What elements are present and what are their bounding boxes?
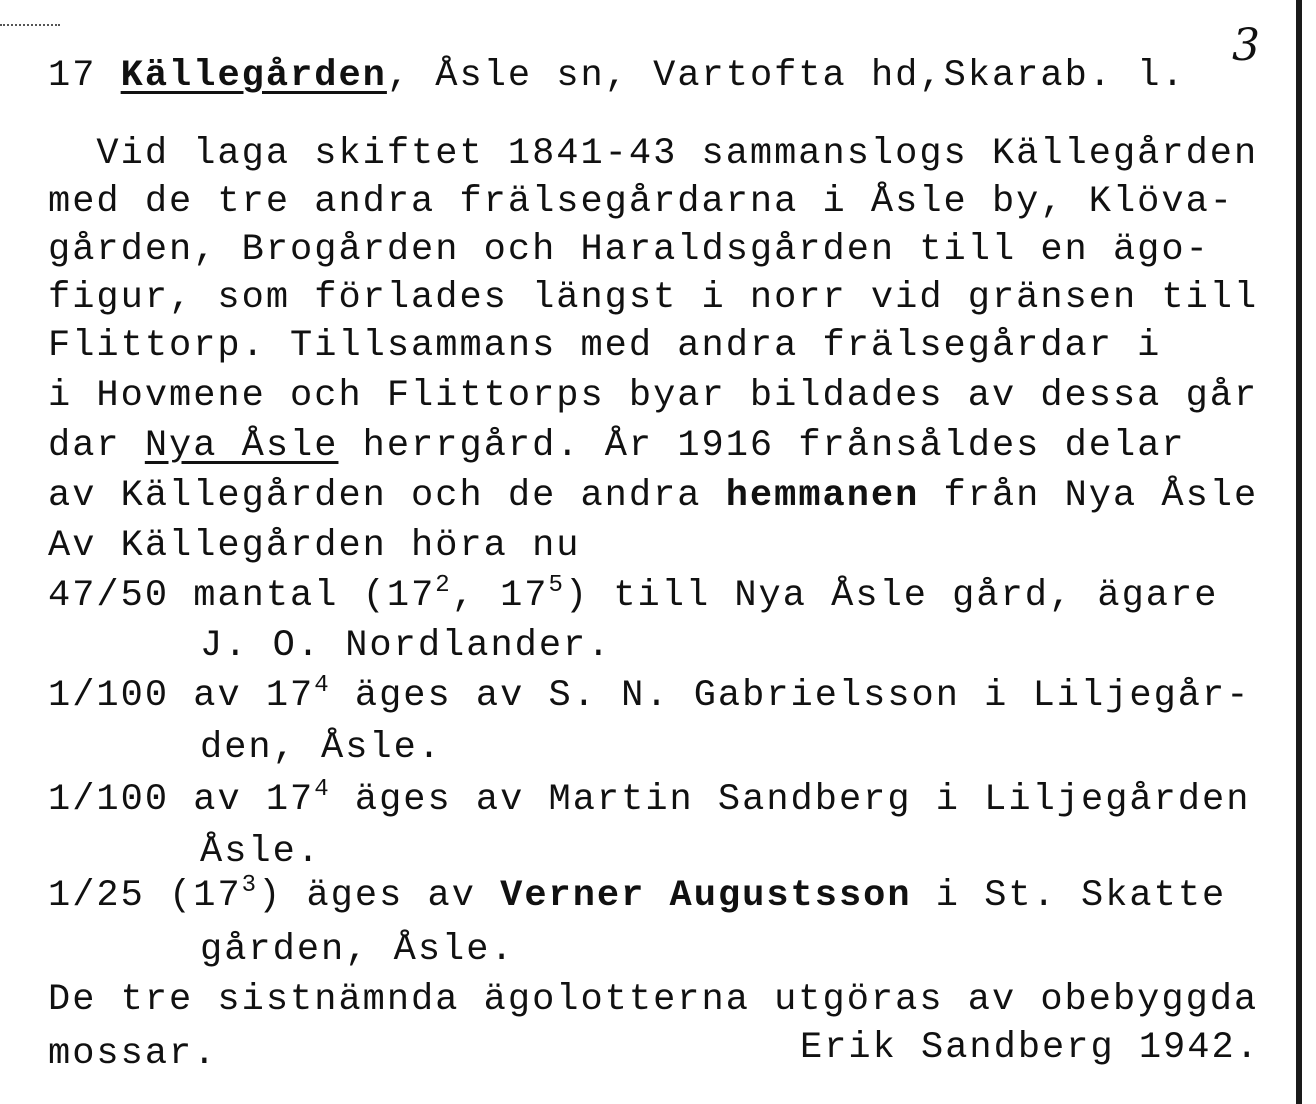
farm-name: Källegården [120, 55, 387, 97]
text-span: äges av S. N. Gabrielsson i Liljegår- [330, 675, 1251, 717]
nya-asle-name: Nya Åsle [144, 425, 339, 467]
signature: Erik Sandberg 1942. [800, 1027, 1260, 1069]
owner-row-cont: gården, Åsle. [200, 929, 515, 971]
text-span: i St. Skatte [911, 875, 1227, 917]
text-span: av Källegården och de andra [48, 475, 726, 517]
superscript: 3 [241, 872, 259, 899]
paragraph-line: Vid laga skiftet 1841-43 sammanslogs Källegården [48, 133, 1259, 175]
superscript: 4 [314, 776, 331, 803]
card-right-edge [1296, 0, 1302, 1104]
owner-row [48, 572, 1219, 617]
text-span: (17 [144, 875, 242, 917]
owner-share: 1/25 [48, 875, 145, 917]
owner-row-cont: J. O. Nordlander. [200, 625, 612, 667]
text-span: äges av Martin Sandberg i Liljegården [330, 779, 1251, 821]
paragraph-line: figur, som förlades längst i norr vid gränsen till [48, 277, 1259, 319]
text-span: herrgård. År 1916 frånsåldes delar [338, 425, 1186, 467]
header-location: , Åsle sn, Vartofta hd,Skarab. l. [386, 55, 1186, 97]
paragraph-line: Flittorp. Tillsammans med andra frälsegårdar i [48, 325, 1162, 367]
entry-number: 17 [48, 55, 97, 97]
owner-row [48, 672, 1251, 717]
text-span: från Nya Åsle [919, 475, 1259, 517]
paragraph-line-nya [48, 425, 1186, 467]
text-span: dar [48, 425, 145, 467]
owner-row-cont: Åsle. [200, 831, 322, 873]
text-span: , 17 [451, 575, 549, 617]
text-span: av 17 [169, 779, 315, 821]
paragraph-line-av [48, 475, 1259, 517]
owner-row-cont: den, Åsle. [200, 727, 443, 769]
closing-last-word: mossar. [48, 1033, 218, 1075]
paragraph-line: Av Källegården höra nu [48, 525, 581, 567]
paragraph-line: i Hovmene och Flittorps byar bildades av dessa går [48, 375, 1259, 417]
owner-share: 1/100 [48, 779, 170, 821]
bold-word: Verner Augustsson [500, 875, 912, 917]
owner-row [48, 776, 1251, 821]
text-span: mantal (17 [169, 575, 436, 617]
text-span: av 17 [169, 675, 315, 717]
paragraph-line: med de tre andra frälsegårdarna i Åsle by, Klöva- [48, 181, 1234, 223]
superscript: 2 [435, 572, 452, 599]
bold-word: hemmanen [725, 475, 920, 517]
superscript: 4 [314, 672, 331, 699]
text-span: ) äges av [258, 875, 501, 917]
closing-line: De tre sistnämnda ägolotterna utgöras av obebyggda [48, 979, 1259, 1021]
text-span: ) till Nya Åsle gård, ägare [564, 575, 1219, 617]
owner-row [48, 872, 1227, 917]
owner-share: 47/50 [48, 575, 170, 617]
page-number: 3 [1232, 20, 1260, 71]
owner-share: 1/100 [48, 675, 170, 717]
header-line [48, 55, 1186, 97]
card-edge-mark [0, 24, 60, 26]
paragraph-line: gården, Brogården och Haraldsgården till en ägo- [48, 229, 1210, 271]
superscript: 5 [548, 572, 565, 599]
